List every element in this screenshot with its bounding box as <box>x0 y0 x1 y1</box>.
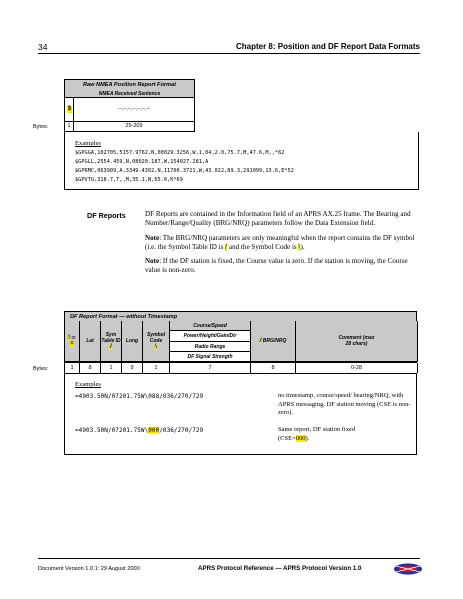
df-table-header <box>64 321 417 363</box>
col-brg-nrq: / BRG/NRQ <box>251 321 296 362</box>
page-number: 34 <box>38 42 48 52</box>
nmea-bytes-label: Bytes: <box>33 124 49 130</box>
chapter-title: Chapter 8: Position and DF Report Data Formats <box>235 42 420 51</box>
df-example-1-desc: no timestamp, course/speed/ bearing/NRQ, with APRS messaging. DF station moving (CSE is non-zero). <box>278 392 411 416</box>
footer-rule <box>38 558 420 559</box>
nmea-example-2: $GPGLL,2554.459,N,08020.187,W,154027.281,A <box>75 159 209 165</box>
byte-brg: 8 <box>251 363 296 373</box>
df-table-title: DF Report Format — without Timestamp <box>70 314 178 320</box>
nmea-example-3: $GPRMC,063909,A,3349.4302,N,11700.3721,W,43.022,89.3,291099,13.6,E*52 <box>75 168 294 174</box>
df-reports-note1: Note: The BRG/NRQ parameters are only meaningful when the report contains the DF symbol (i.e. the Symbol Table ID is / and the Symbol Code is \). <box>145 233 415 251</box>
df-examples-label: Examples <box>75 381 102 388</box>
df-reports-body <box>145 210 417 276</box>
df-example-2-code: =4903.50N/07201.75W\000/036/270/729 <box>75 427 204 434</box>
byte-sym-table: 1 <box>101 363 122 373</box>
df-bytes-label: Bytes: <box>33 366 49 372</box>
nmea-subheader: NMEA Received Sentence <box>98 90 161 97</box>
footer-version: Document Version 1.0.1: 29 August 2000 <box>38 566 140 572</box>
header-rule <box>38 53 420 54</box>
df-reports-para1: DF Reports are contained in the Information field of an APRS AX.25 frame. The Bearing and Number/Range/Quality (BRG/NRQ) parameters follow the Data Extension field. <box>145 210 411 228</box>
footer-title: APRS Protocol Reference — APRS Protocol Version 1.0 <box>198 565 362 572</box>
ext-course-speed: Course/Speed <box>170 321 251 331</box>
nmea-table-title: Raw NMEA Position Report Format <box>82 82 177 88</box>
nmea-examples-box <box>64 132 419 190</box>
nmea-dashes: --,--,--,--,--,--,-- <box>118 106 150 112</box>
ext-df-signal: DF Signal Strength <box>170 352 251 362</box>
byte-comment: 0-28 <box>296 363 418 373</box>
nmea-byte-1: 1 <box>65 122 74 131</box>
ext-phg: Power/Height/Gain/Dir <box>170 331 251 342</box>
ext-radio-range: Radio Range <box>170 342 251 352</box>
byte-long: 9 <box>122 363 143 373</box>
col-long: Long <box>122 321 143 362</box>
tapr-logo-icon <box>393 562 423 576</box>
col-sym-table: Sym Table ID / <box>101 321 122 362</box>
byte-symbol-code: 1 <box>143 363 170 373</box>
col-comment: Comment (max 28 chars) <box>296 321 418 362</box>
nmea-bytes-row <box>64 122 195 132</box>
df-reports-heading: DF Reports <box>87 211 126 220</box>
df-example-2-desc: Same report, DF station fixed (CSE=000). <box>278 426 356 442</box>
nmea-example-4: $GPVTG,318.7,T,,M,35.1,N,65.0,K*69 <box>75 177 183 183</box>
col-lat: Lat <box>80 321 101 362</box>
col-symbol-code: Symbol Code \ <box>143 321 170 362</box>
df-examples-box <box>64 373 417 455</box>
nmea-examples-label: Examples <box>75 140 102 147</box>
byte-ext: 7 <box>170 363 251 373</box>
nmea-dollar: $ <box>67 106 72 112</box>
nmea-example-1: $GPGGA,102705,5157.9762,N,00029.3256,W,1,04,2.0,75.7,M,47.6,M,,*62 <box>75 150 285 156</box>
col-type: ! or = <box>65 321 80 362</box>
byte-lat: 8 <box>80 363 101 373</box>
df-reports-note2: Note: If the DF station is fixed, the Course value is zero. If the station is moving, the Course value is non-zero. <box>145 257 408 275</box>
nmea-byte-2: 25-209 <box>125 123 143 129</box>
df-example-1-code: =4903.50N/07201.75W\088/036/270/729 <box>75 393 204 400</box>
byte-type: 1 <box>65 363 80 373</box>
nmea-subheader-box <box>64 89 195 98</box>
nmea-sentence-row <box>64 98 195 122</box>
